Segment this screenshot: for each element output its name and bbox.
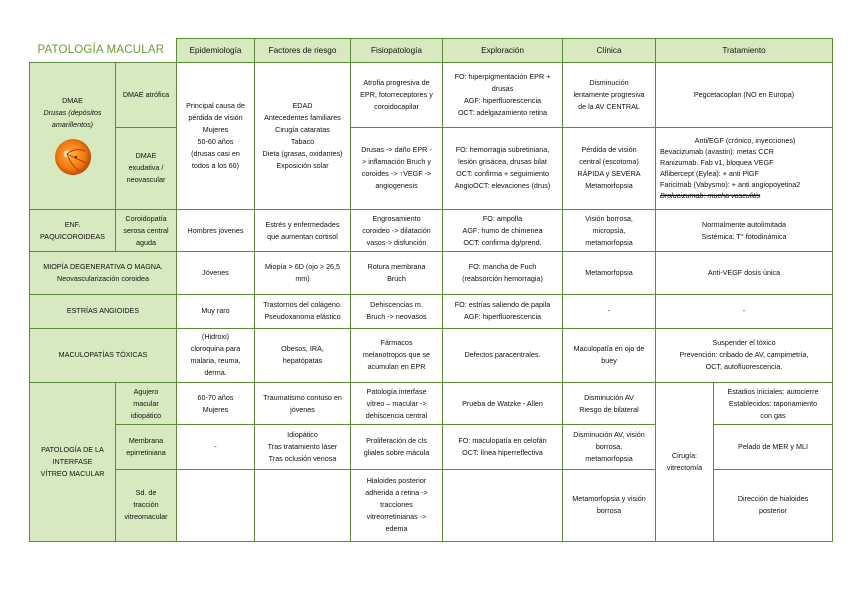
miopia-category: MIOPÍA DEGENERATIVA O MAGNA. Neovascularización coroidea bbox=[30, 252, 177, 294]
toxicas-factores-riesgo: Obesos, IRA, hepatópatas bbox=[255, 328, 351, 382]
header-exploracion: Exploración bbox=[443, 39, 563, 63]
dmae-exudativa-fisiopatologia: Drusas -> daño EPR - > inflamación Bruch y coroides -> ↑VEGF -> angiogenesis bbox=[351, 127, 443, 209]
agujero-clinica: Disminución AV Riesgo de bilateral bbox=[563, 383, 656, 425]
table-row bbox=[30, 210, 833, 252]
paqui-subtype: Coroidopatía serosa central aguda bbox=[116, 210, 177, 252]
header-tratamiento: Tratamiento bbox=[656, 39, 833, 63]
estrias-clinica: - bbox=[563, 294, 656, 328]
dmae-epidemiologia: Principal causa de pérdida de visión Mujeres 50-60 años (drusas casi en todos a los 60) bbox=[177, 63, 255, 210]
traccion-epidemiologia bbox=[177, 469, 255, 541]
membrana-factores-riesgo: Idiopático Tras tratamiento láser Tras oclusión venosa bbox=[255, 425, 351, 469]
membrana-clinica: Disminución AV, visión borrosa, metamorfopsia bbox=[563, 425, 656, 469]
table-row bbox=[30, 252, 833, 294]
agujero-tratamiento: Estadios iniciales: autocierre Establecidos: taponamiento con gas bbox=[714, 383, 833, 425]
traccion-exploracion bbox=[443, 469, 563, 541]
traccion-clinica: Metamorfopsia y visión borrosa bbox=[563, 469, 656, 541]
dmae-factores-riesgo: EDAD Antecedentes familiares Cirugía cataratas Tabaco Dieta (grasas, oxidantes) Exposición solar bbox=[255, 63, 351, 210]
estrias-exploracion: FO: estrías saliendo de papila AGF: hiperfluorescencia bbox=[443, 294, 563, 328]
interfase-category: PATOLOGÍA DE LA INTERFASE VÍTREO MACULAR bbox=[30, 383, 116, 542]
membrana-label: Membrana epirretiniana bbox=[116, 425, 177, 469]
traccion-factores-riesgo bbox=[255, 469, 351, 541]
miopia-exploracion: FO: mancha de Fuch (reabsorción hemorragia) bbox=[443, 252, 563, 294]
paqui-factores-riesgo: Estrés y enfermedades que aumentan cortisol bbox=[255, 210, 351, 252]
dmae-atrofica-clinica: Disminución lentamente progresiva de la AV CENTRAL bbox=[563, 63, 656, 127]
traccion-tratamiento: Dirección de hialoides posterior bbox=[714, 469, 833, 541]
membrana-epidemiologia: - bbox=[177, 425, 255, 469]
dmae-atrofica-tratamiento: Pegcetacoplan (NO en Europa) bbox=[656, 63, 833, 127]
agujero-label: Agujero macular idiopático bbox=[116, 383, 177, 425]
estrias-fisiopatologia: Dehiscencias m. Bruch -> neovasos bbox=[351, 294, 443, 328]
paqui-tratamiento: Normalmente autolimitada Sistémica: T° fotodinámica bbox=[656, 210, 833, 252]
agujero-fisiopatologia: Patología interfase vítreo – macular -> dehiscencia central bbox=[351, 383, 443, 425]
page-title: PATOLOGÍA MACULAR bbox=[30, 39, 177, 63]
dmae-exudativa-tratamiento: Anti/EGF (crónico, inyecciones) Bevacizumab (avastin): metas CCR Ranizumab. Fab v1, bloquea VEGF Aflibercept (Eylea): + anti PlGF Faricimab (Vabysmo): + anti angiopoyetina2 Brolucizumab: mucha vasculitis bbox=[656, 127, 833, 209]
retina-fundus-image bbox=[53, 137, 93, 177]
paqui-epidemiologia: Hombres jóvenes bbox=[177, 210, 255, 252]
table-row bbox=[30, 383, 833, 425]
traccion-label: Sd. de tracción vitreomacular bbox=[116, 469, 177, 541]
dmae-atrofica-fisiopatologia: Atrofia progresiva de EPR, fotorreceptores y coroidocapilar bbox=[351, 63, 443, 127]
membrana-fisiopatologia: Proliferación de cls gliales sobre mácula bbox=[351, 425, 443, 469]
estrias-category: ESTRÍAS ANGIOIDES bbox=[30, 294, 177, 328]
toxicas-clinica: Maculopatía en ojo de buey bbox=[563, 328, 656, 382]
toxicas-exploracion: Defectos paracentrales. bbox=[443, 328, 563, 382]
table-row bbox=[30, 294, 833, 328]
membrana-tratamiento: Pelado de MER y MLI bbox=[714, 425, 833, 469]
miopia-clinica: Metamorfopsia bbox=[563, 252, 656, 294]
agujero-factores-riesgo: Traumatismo contuso en jóvenes bbox=[255, 383, 351, 425]
traccion-fisiopatologia: Hialoides posterior adherida a retina -> tracciones vitreorretinianas -> edema bbox=[351, 469, 443, 541]
miopia-tratamiento: Anti-VEGF dosis única bbox=[656, 252, 833, 294]
estrias-tratamiento: - bbox=[656, 294, 833, 328]
toxicas-category: MACULOPATÍAS TÓXICAS bbox=[30, 328, 177, 382]
paqui-clinica: Visión borrosa, micropsia, metamorfopsia bbox=[563, 210, 656, 252]
agujero-exploracion: Prueba de Watzke - Allen bbox=[443, 383, 563, 425]
membrana-exploracion: FO: maculopatía en celofán OCT: línea hiperreflectiva bbox=[443, 425, 563, 469]
estrias-factores-riesgo: Trastornos del colágeno. Pseudoxanoma elástico bbox=[255, 294, 351, 328]
interfase-cirugia: Cirugía: vitrectomía bbox=[656, 383, 714, 542]
agujero-epidemiologia: 60-70 años Mujeres bbox=[177, 383, 255, 425]
miopia-epidemiologia: Jóvenes bbox=[177, 252, 255, 294]
miopia-factores-riesgo: Miopía > 6D (ojo > 26,5 mm) bbox=[255, 252, 351, 294]
table-row bbox=[30, 63, 833, 127]
header-factores-riesgo: Factores de riesgo bbox=[255, 39, 351, 63]
header-clinica: Clínica bbox=[563, 39, 656, 63]
header-fisiopatologia: Fisiopatología bbox=[351, 39, 443, 63]
paqui-exploracion: FO: ampolla AGF: humo de chimenea OCT: confirma dg/prend. bbox=[443, 210, 563, 252]
dmae-atrofica-exploracion: FO: hiperpigmentación EPR + drusas AGF: hiperfluorescencia OCT: adelgazamiento retina bbox=[443, 63, 563, 127]
table-row bbox=[30, 127, 833, 209]
estrias-epidemiologia: Muy raro bbox=[177, 294, 255, 328]
toxicas-tratamiento: Suspender el tóxico Prevención: cribado de AV, campimetría, OCT, autofluorescencia. bbox=[656, 328, 833, 382]
paqui-fisiopatologia: Engrosamiento coroideo -> dilatación vasos-> disfunción bbox=[351, 210, 443, 252]
toxicas-epidemiologia: (Hidroxi) cloroquina para malaria, reuma, derma. bbox=[177, 328, 255, 382]
dmae-exudativa-exploracion: FO: hemorragia subretiniana, lesión grisácea, drusas bilat OCT: confirma + seguimiento AngioOCT: elevaciones (drus) bbox=[443, 127, 563, 209]
miopia-fisiopatologia: Rotura membrana Bruch bbox=[351, 252, 443, 294]
table-row bbox=[30, 328, 833, 382]
dmae-exudativa-clinica: Pérdida de visión central (escotoma) RÁPIDA y SEVERA Metamorfopsia bbox=[563, 127, 656, 209]
dmae-category: DMAE Drusas (depósitos amarillentos) bbox=[30, 63, 116, 210]
macular-pathology-table bbox=[29, 38, 833, 542]
dmae-atrofica-label: DMAE atrófica bbox=[116, 63, 177, 127]
dmae-exudativa-label: DMAE exudativa / neovascular bbox=[116, 127, 177, 209]
header-epidemiologia: Epidemiología bbox=[177, 39, 255, 63]
paqui-category: ENF. PAQUICOROIDEAS bbox=[30, 210, 116, 252]
toxicas-fisiopatologia: Fármacos melanotropos que se acumulan en EPR bbox=[351, 328, 443, 382]
